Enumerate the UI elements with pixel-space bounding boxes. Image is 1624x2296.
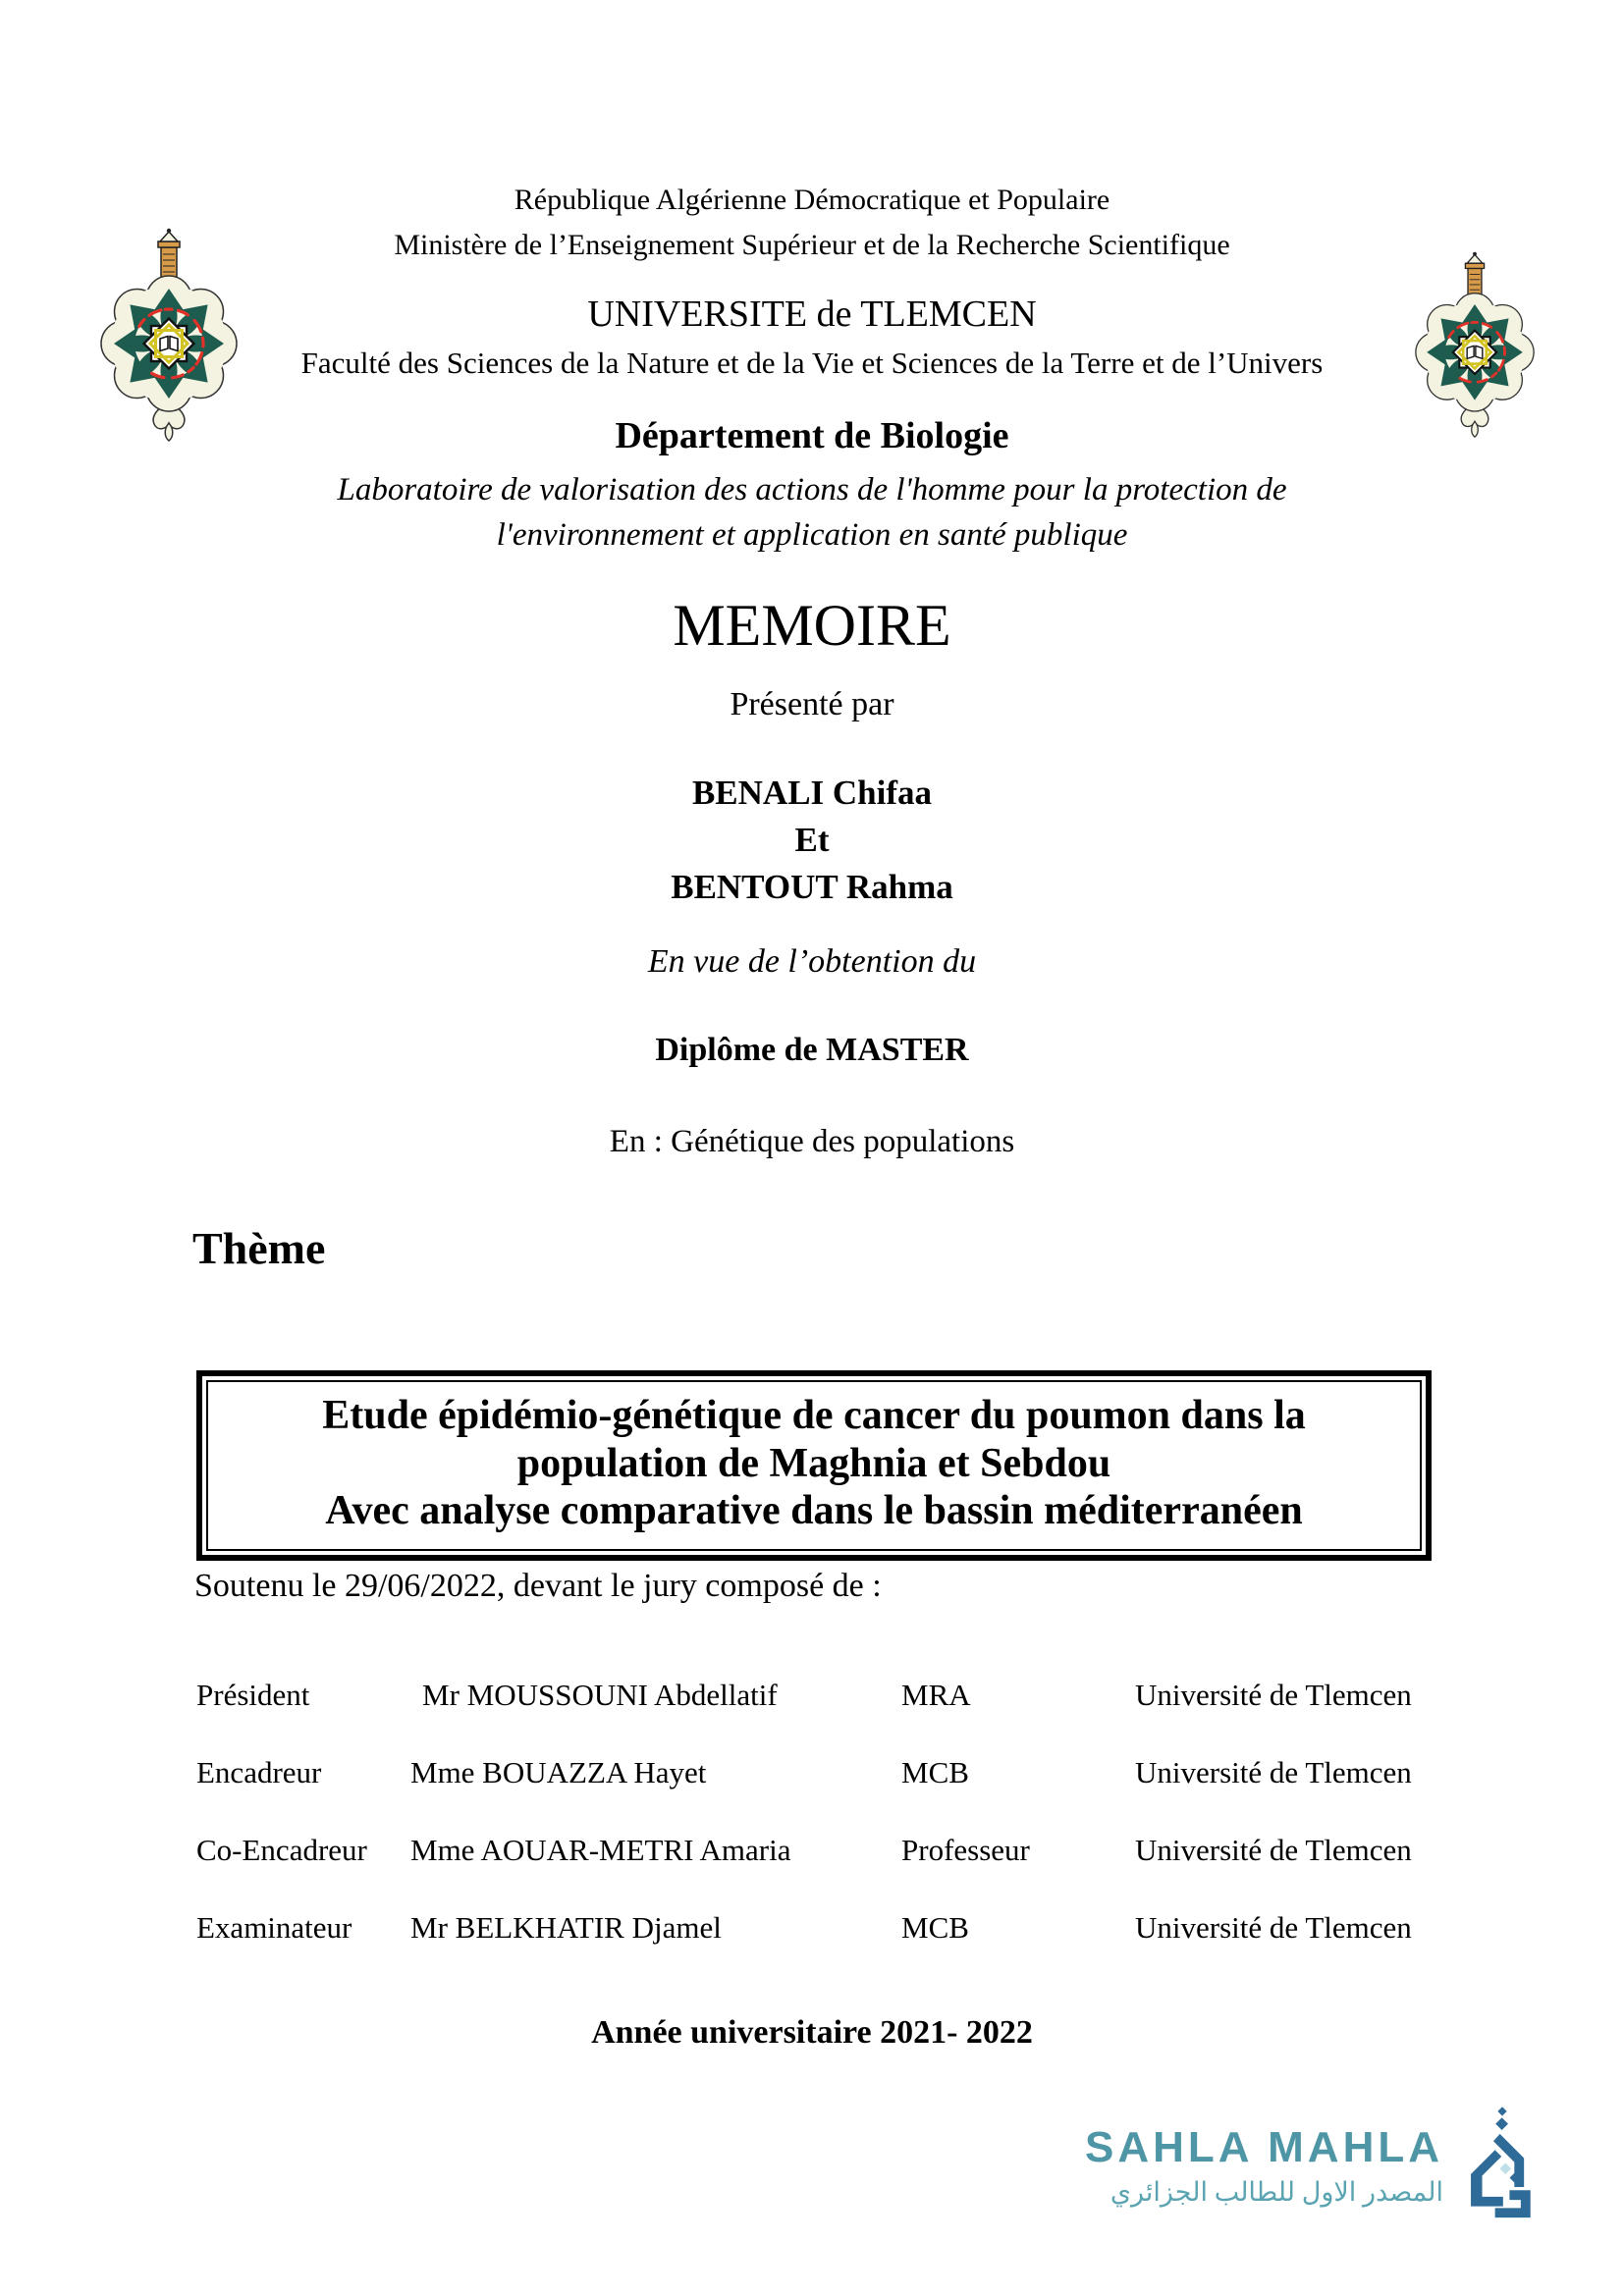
thesis-title-line2: population de Maghnia et Sebdou bbox=[516, 1440, 1111, 1486]
jury-row bbox=[196, 1677, 1443, 1714]
thesis-title-box bbox=[196, 1370, 1432, 1561]
purpose-line: En vue de l’obtention du bbox=[647, 943, 977, 980]
lab-name-line1: Laboratoire de valorisation des actions de l'homme pour la protection de bbox=[337, 472, 1287, 507]
jury-grade: MCB bbox=[901, 1910, 969, 1945]
jury-institution: Université de Tlemcen bbox=[1135, 1910, 1412, 1945]
jury-institution: Université de Tlemcen bbox=[1135, 1755, 1412, 1789]
academic-year: Année universitaire 2021- 2022 bbox=[591, 2014, 1033, 2051]
faculty-line: Faculté des Sciences de la Nature et de la Vie et Sciences de la Terre et de l’Univers bbox=[300, 346, 1324, 380]
author-conjunction: Et bbox=[794, 821, 830, 859]
jury-role: Co-Encadreur bbox=[196, 1833, 367, 1867]
jury-member-name: Mme BOUAZZA Hayet bbox=[410, 1755, 707, 1789]
theme-label: Thème bbox=[192, 1223, 326, 1273]
department-name: Département de Biologie bbox=[615, 415, 1009, 456]
presented-by-label: Présenté par bbox=[730, 686, 894, 722]
sahla-mahla-logo-icon bbox=[1453, 2107, 1534, 2227]
sahla-mahla-watermark bbox=[1085, 2107, 1534, 2227]
jury-role: Examinateur bbox=[196, 1910, 352, 1945]
thesis-title-line3: Avec analyse comparative dans le bassin méditerranéen bbox=[325, 1488, 1303, 1534]
jury-grade: MCB bbox=[901, 1755, 969, 1789]
thesis-title-line1: Etude épidémio-génétique de cancer du poumon dans la bbox=[322, 1393, 1306, 1438]
jury-role: Président bbox=[196, 1678, 310, 1712]
jury-row bbox=[196, 1832, 1443, 1869]
document-type-title: MEMOIRE bbox=[673, 593, 951, 658]
jury-member-name: Mr BELKHATIR Djamel bbox=[410, 1910, 722, 1945]
brand-name: SAHLA MAHLA bbox=[1085, 2122, 1443, 2171]
ministry-line: Ministère de l’Enseignement Supérieur et de la Recherche Scientifique bbox=[394, 229, 1230, 261]
jury-institution: Université de Tlemcen bbox=[1135, 1678, 1412, 1712]
lab-name-line2: l'environnement et application en santé publique bbox=[496, 517, 1128, 553]
diploma-line: Diplôme de MASTER bbox=[655, 1032, 969, 1068]
jury-member-name: Mr MOUSSOUNI Abdellatif bbox=[422, 1678, 778, 1712]
republic-line: République Algérienne Démocratique et Populaire bbox=[514, 184, 1110, 216]
university-name: UNIVERSITE de TLEMCEN bbox=[587, 294, 1037, 335]
specialty-line: En : Génétique des populations bbox=[609, 1124, 1015, 1159]
author-1: BENALI Chifaa bbox=[691, 774, 933, 812]
jury-grade: MRA bbox=[901, 1678, 971, 1712]
defense-intro: Soutenu le 29/06/2022, devant le jury composé de : bbox=[194, 1568, 882, 1604]
jury-row bbox=[196, 1909, 1443, 1947]
author-2: BENTOUT Rahma bbox=[671, 868, 953, 906]
jury-institution: Université de Tlemcen bbox=[1135, 1833, 1412, 1867]
jury-table bbox=[196, 1677, 1443, 1987]
brand-tagline-arabic: المصدر الاول للطالب الجزائري bbox=[1110, 2176, 1443, 2207]
jury-row bbox=[196, 1754, 1443, 1791]
jury-role: Encadreur bbox=[196, 1755, 322, 1789]
jury-member-name: Mme AOUAR-METRI Amaria bbox=[410, 1833, 791, 1867]
jury-grade: Professeur bbox=[901, 1833, 1030, 1867]
